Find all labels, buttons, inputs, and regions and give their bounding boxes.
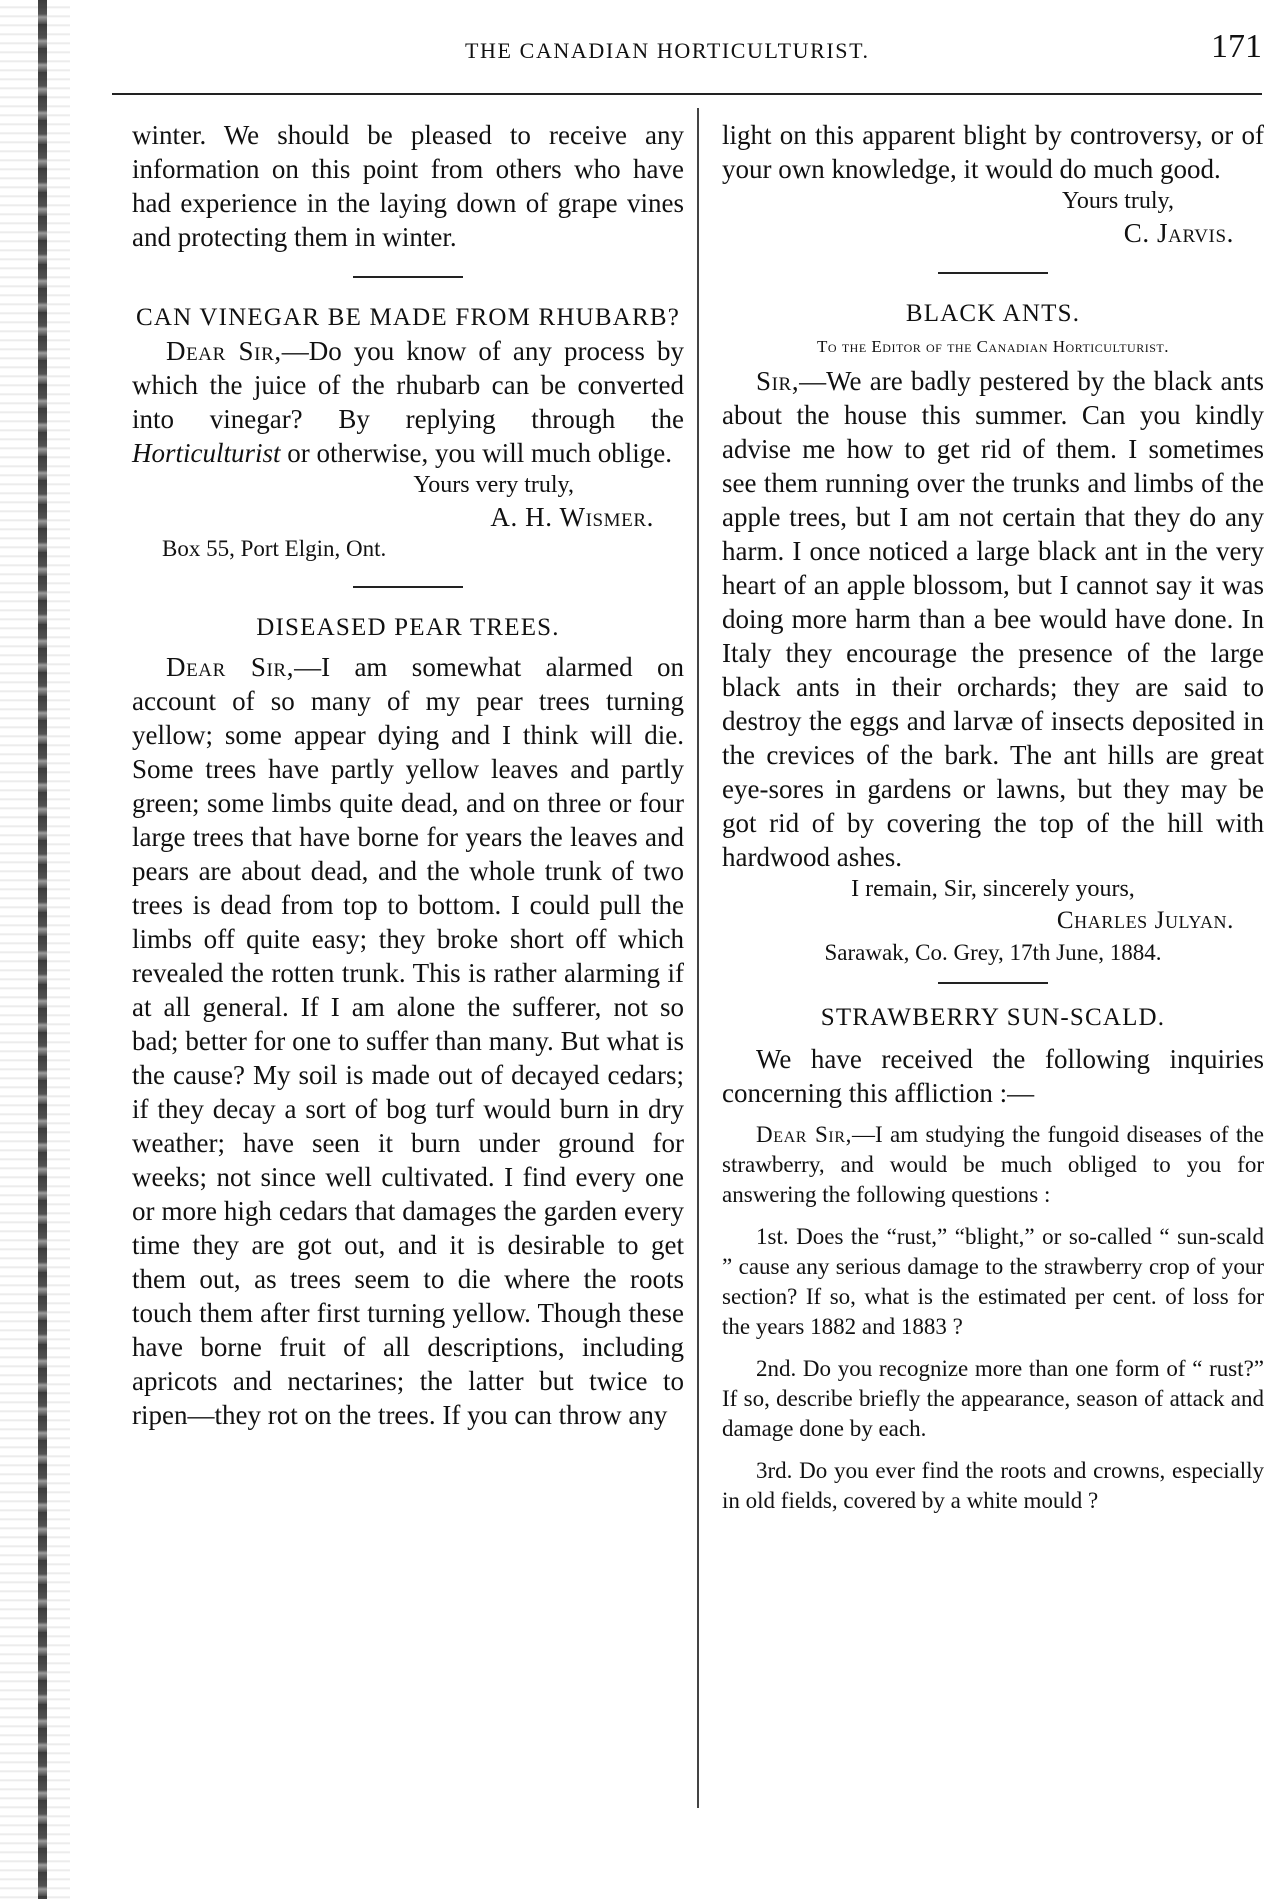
vinegar-closing: Yours very truly,	[413, 472, 574, 498]
pear-salutation: Dear Sir,	[166, 652, 295, 682]
question-3: 3rd. Do you ever find the roots and crowns, especially in old fields, covered by a white mould ?	[722, 1458, 1264, 1513]
question-2: 2nd. Do you recognize more than one form of “ rust?” If so, describe briefly the appearance, season of attack and damage done by each.	[722, 1356, 1264, 1441]
section-rule	[938, 982, 1048, 984]
vinegar-address: Box 55, Port Elgin, Ont.	[162, 536, 387, 561]
ants-address: Sarawak, Co. Grey, 17th June, 1884.	[824, 940, 1162, 965]
column-divider	[697, 108, 699, 1808]
jarvis-signature: C. Jarvis.	[1123, 218, 1234, 248]
section-rule	[353, 586, 463, 588]
section-rule	[353, 276, 463, 278]
ants-salutation: Sir,	[756, 366, 800, 396]
vinegar-body-italic: Horticulturist	[132, 438, 281, 468]
header-rule	[112, 93, 1262, 95]
vinegar-body-a: —Do you know of any process by which the juice of the rhubarb can be converted into vinegar? By replying through the	[132, 336, 684, 434]
vinegar-heading: CAN VINEGAR BE MADE FROM RHUBARB?	[135, 304, 681, 331]
strawberry-letter	[722, 1120, 1264, 1516]
ants-closing: I remain, Sir, sincerely yours,	[851, 876, 1135, 902]
pear-heading: DISEASED PEAR TREES.	[256, 614, 560, 641]
question-1: 1st. Does the “rust,” “blight,” or so-called “ sun-scald ” cause any serious damage to the strawberry crop of your section? If so, what is the estimated per cent. of loss for the years 1882 and 1883 ?	[722, 1224, 1264, 1339]
page-number: 171	[1211, 28, 1262, 65]
pear-body: —I am somewhat alarmed on account of so many of my pear trees turning yellow; some appear dying and I think will die. Some trees have partly yellow leaves and partly green; some limbs quite dead, and on three or four large trees that have borne for years the leaves and pears are about dead, and the whole trunk of two trees is dead from top to bottom. I could pull the limbs off quite easy; they broke short off which revealed the rotten trunk. This is rather alarming if at all general. If I am alone the sufferer, not so bad; better for one to suffer than many. But what is the cause? My soil is made out of decayed cedars; if they decay a sort of bog turf would burn in dry weather; have seen it burn under ground for weeks; not since well cultivated. I find every one or more high cedars that damages the garden every time they are got out, and it is desirable to get them out, as trees seem to die where the roots touch them after first turning yellow. Though these have borne fruit of all descriptions, including apricots and nectarines; the latter but twice to ripen—they rot on the trees. If you can throw any	[132, 652, 684, 1430]
ants-letter	[722, 364, 1264, 874]
left-column	[132, 118, 684, 1432]
continued-paragraph: winter. We should be pleased to receive any information on this point from others who have had experience in the laying down of grape vines and protecting them in winter.	[132, 120, 684, 252]
continued-paragraph-right: light on this apparent blight by controversy, or of your own knowledge, it would do much good.	[722, 120, 1264, 184]
scanned-page-edge	[0, 0, 70, 1899]
pear-letter	[132, 650, 684, 1432]
vinegar-letter	[132, 334, 684, 470]
vinegar-salutation: Dear Sir,	[166, 336, 282, 366]
strawberry-paragraph	[722, 1120, 1264, 1210]
ants-body: —We are badly pestered by the black ants about the house this summer. Can you kindly advise me how to get rid of them. I sometimes see them running over the trunks and limbs of the apple trees, but I am not certain that they do any harm. I once noticed a large black ant in the very heart of an apple blossom, but I cannot say it was doing more harm than a bee would have done. In Italy they encourage the presence of the large black ants in their orchards; they are said to destroy the eggs and larvæ of insects deposited in the crevices of the bark. The ant hills are great eye-sores in gardens or lawns, but they may be got rid of by covering the top of the hill with hardwood ashes.	[722, 366, 1264, 872]
running-title: THE CANADIAN HORTICULTURIST.	[465, 38, 870, 63]
strawberry-intro: We have received the following inquiries concerning this affliction :—	[722, 1044, 1264, 1108]
jarvis-closing: Yours truly,	[1061, 188, 1174, 214]
vinegar-body-b: or otherwise, you will much oblige.	[280, 438, 672, 468]
ants-heading: BLACK ANTS.	[905, 300, 1081, 327]
strawberry-heading: STRAWBERRY SUN-SCALD.	[820, 1004, 1166, 1031]
strawberry-salutation: Dear Sir,	[756, 1122, 852, 1147]
ants-sub-heading: To the Editor of the Canadian Horticulturist.	[817, 337, 1169, 356]
vinegar-signature: A. H. Wismer.	[490, 502, 654, 532]
page-header	[112, 28, 1262, 84]
ants-signature: Charles Julyan.	[1056, 907, 1234, 934]
strawberry-body: —I am studying the fungoid diseases of the strawberry, and would be much obliged to you for answering the following questions :	[722, 1122, 1264, 1207]
section-rule	[938, 272, 1048, 274]
right-column	[722, 118, 1264, 1528]
